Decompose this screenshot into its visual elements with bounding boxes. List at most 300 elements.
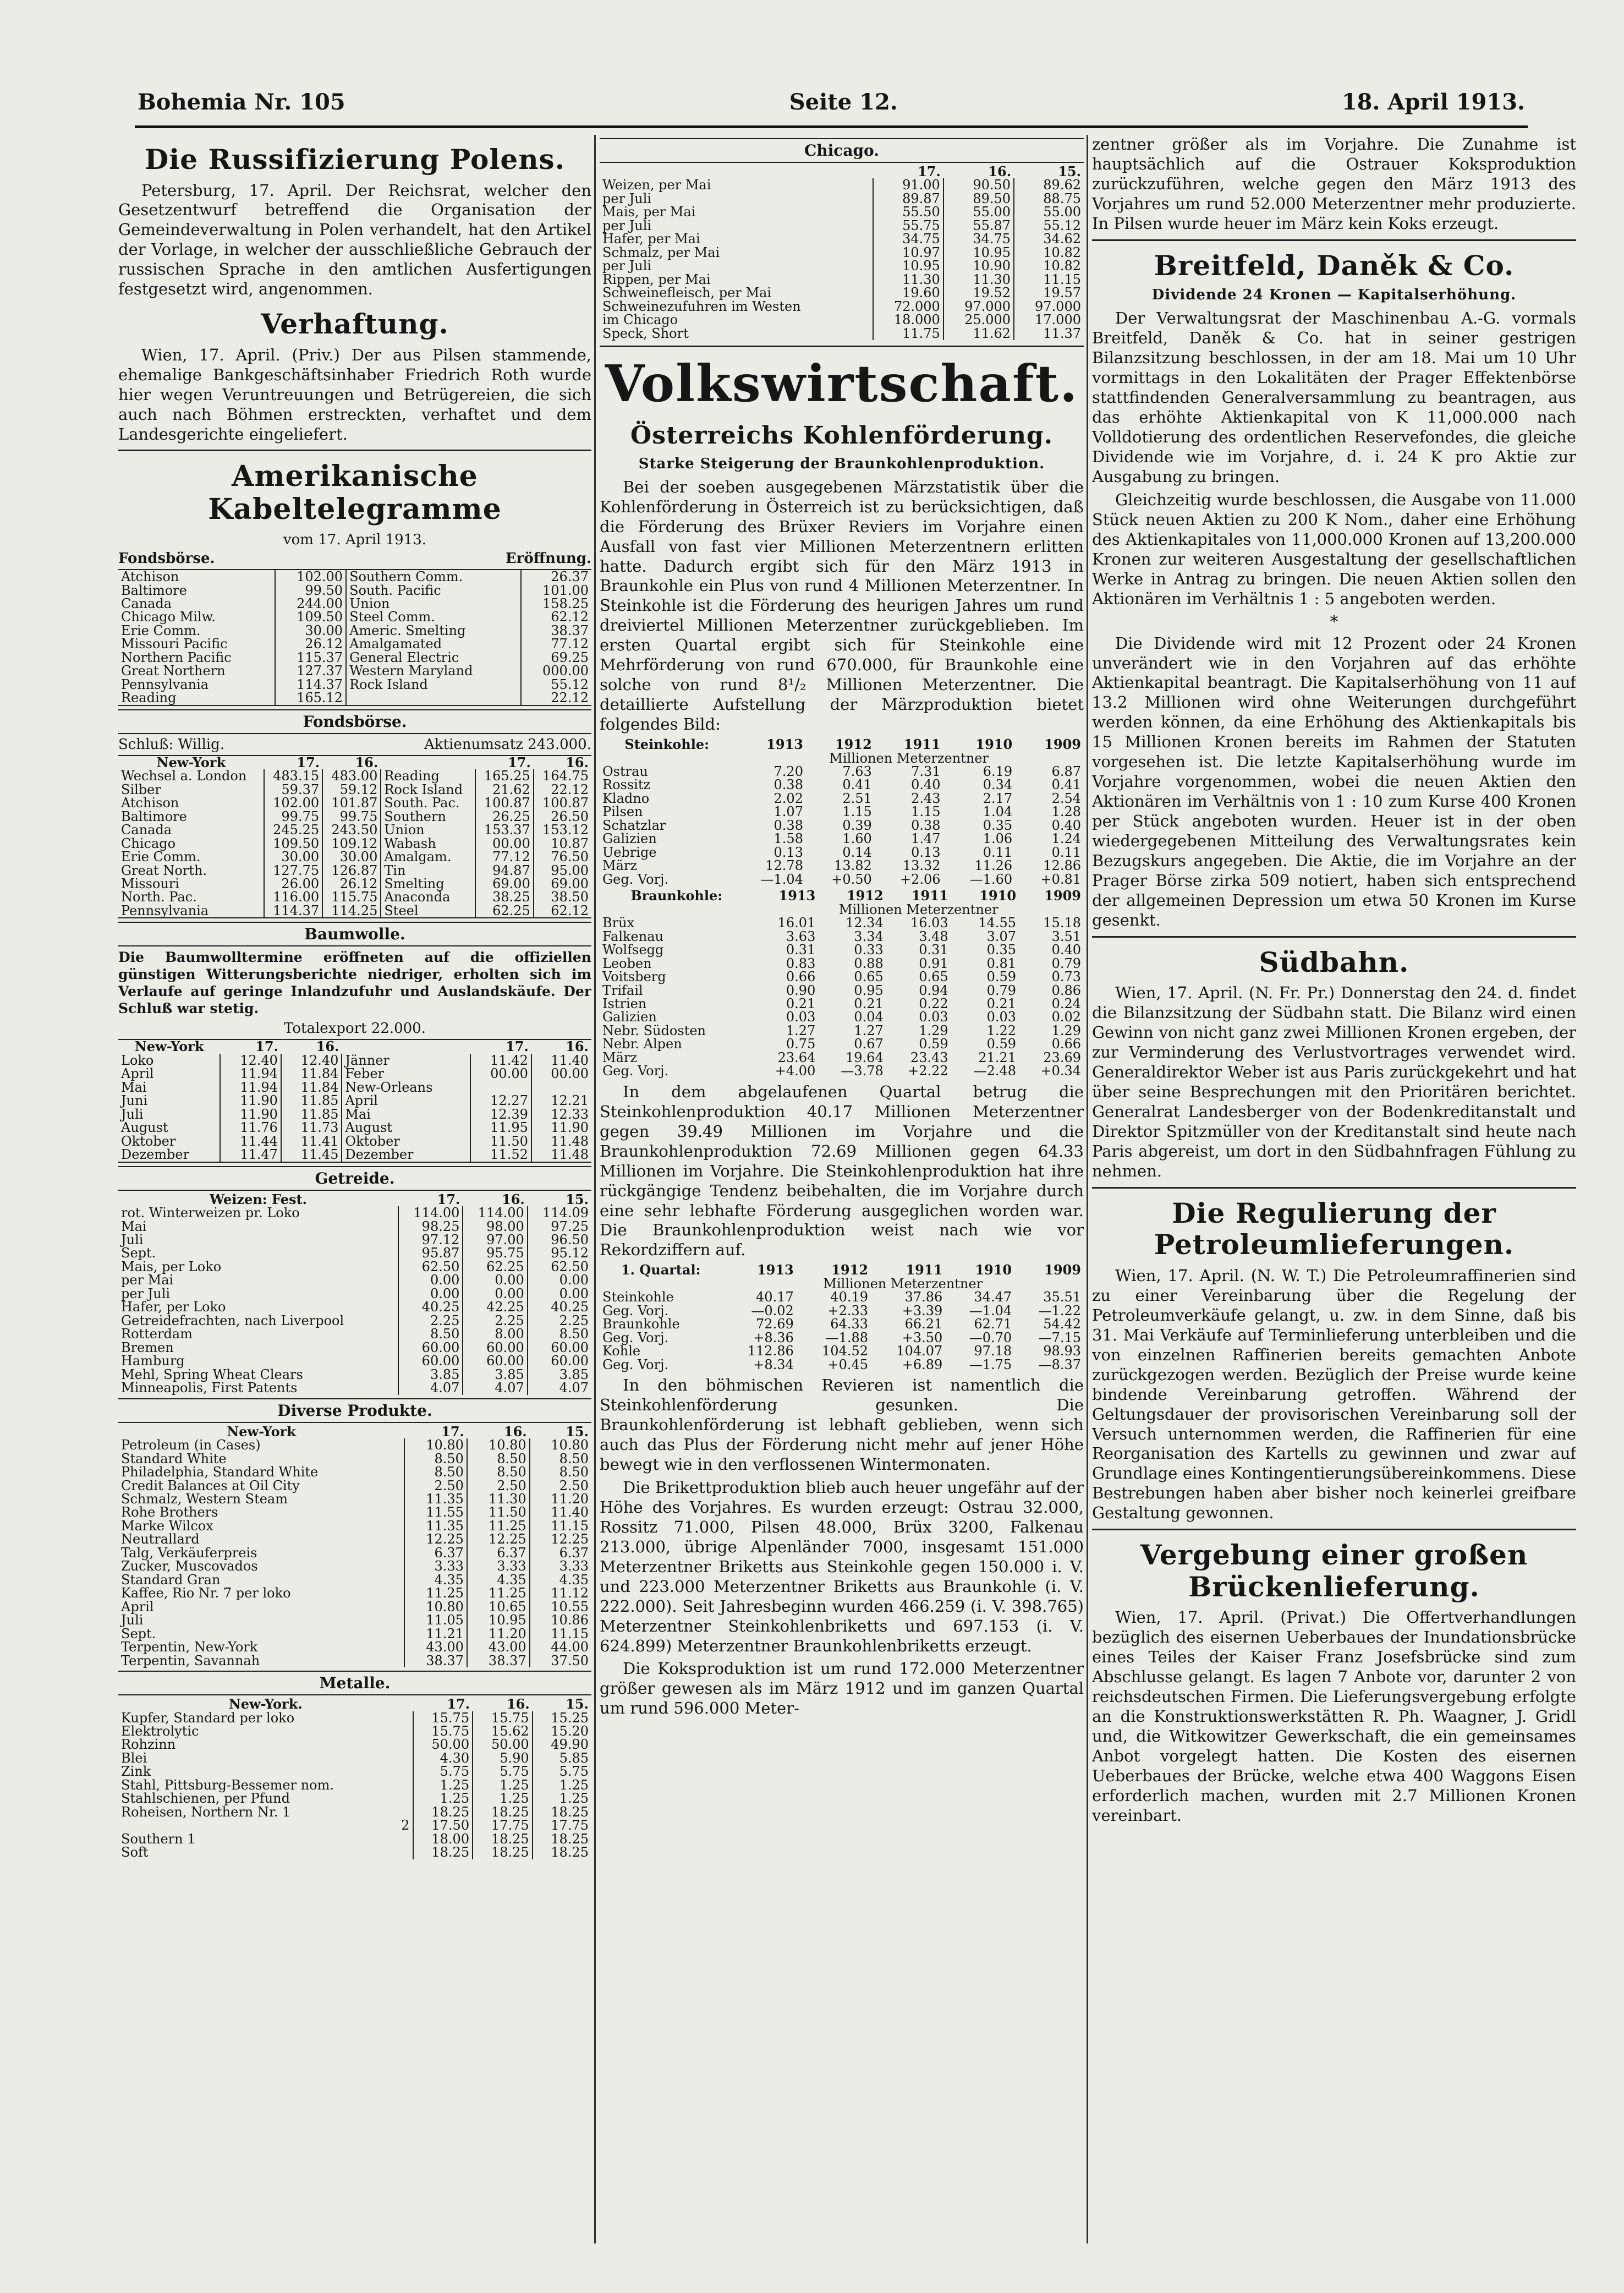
baumwolle-export: Totalexport 22.000. <box>284 1020 426 1037</box>
divider <box>1092 1529 1576 1530</box>
separator-star: * <box>1330 612 1338 632</box>
table-row <box>118 624 591 637</box>
table-cell: 244.00 <box>275 597 346 610</box>
table-row <box>118 1368 591 1381</box>
table-cell: 11.90 <box>531 1121 591 1134</box>
table-cell: 11.48 <box>531 1148 591 1162</box>
table-cell: 72.000 <box>873 300 943 313</box>
table-cell: Canada <box>121 822 172 838</box>
table-cell: +6.89 <box>902 1356 943 1372</box>
table-row <box>118 1519 591 1533</box>
table-fonds-eroeffnung <box>118 569 591 706</box>
table-cell: 1.25 <box>413 1792 473 1805</box>
table-cell: 12.25 <box>530 1533 591 1546</box>
table-cell: 245.25 <box>264 823 322 836</box>
table-row <box>118 1738 591 1751</box>
table-cell: 37.50 <box>530 1654 591 1667</box>
table-cell: 0.40 <box>1051 817 1081 833</box>
table-cell: 55.12 <box>1014 219 1084 232</box>
table-cell: —1.22 <box>1038 1303 1081 1318</box>
table-cell: 55.50 <box>873 205 943 218</box>
table-cell: +3.39 <box>902 1303 943 1318</box>
table-row <box>600 930 1084 943</box>
table-cell: 17.75 <box>533 1819 591 1832</box>
table-cell: Neutrallard <box>121 1531 200 1547</box>
table-quartal <box>600 1263 1084 1371</box>
table-cell: Geg. Vorj. <box>602 1329 669 1345</box>
table-unit-row <box>600 1277 1084 1290</box>
table-cell: 0.31 <box>786 942 816 958</box>
table-cell: 37.86 <box>904 1289 943 1305</box>
table-row <box>600 1037 1084 1050</box>
table-cell: April <box>342 1094 470 1107</box>
table-cell: 3.63 <box>786 928 816 944</box>
table-cell: Stahlschienen, per Pfund <box>121 1791 290 1807</box>
table-header-cell: 1913 <box>766 736 803 753</box>
table-cell: Southern Comm. <box>346 570 521 583</box>
table-cell: 11.84 <box>281 1081 342 1094</box>
table-cell: Mai <box>121 1218 147 1234</box>
table-cell: Oktober <box>342 1135 470 1148</box>
table-row <box>118 796 591 809</box>
table-cell: 10.55 <box>530 1600 591 1613</box>
table-row <box>118 664 591 677</box>
table-cell: 11.94 <box>220 1067 281 1080</box>
table-cell: 95.12 <box>528 1246 591 1260</box>
table-cell: 98.00 <box>463 1220 527 1233</box>
table-header-row <box>118 1425 591 1438</box>
table-cell: 165.12 <box>275 691 346 705</box>
table-row <box>600 778 1084 791</box>
table-cell: 5.90 <box>473 1752 533 1765</box>
table-cell: August <box>121 1120 168 1136</box>
table-cell: 127.75 <box>264 864 322 877</box>
table-row <box>600 859 1084 872</box>
table-row <box>118 1260 591 1273</box>
table-row <box>600 1331 1084 1344</box>
table-cell: 97.12 <box>398 1233 463 1246</box>
article-title-breitfeld: Breitfeld, Daněk & Co. <box>1154 249 1515 282</box>
table-cell: 114.37 <box>275 678 346 691</box>
table-cell: 77.12 <box>521 637 591 650</box>
table-header-cell: 15. <box>566 1191 589 1207</box>
table-cell: Weizen, per Mai <box>602 177 711 193</box>
table-cell: Atchison <box>121 569 179 585</box>
table-cell: 1.07 <box>773 804 803 820</box>
table-cell: 00.00 <box>475 837 534 850</box>
table-cell: 2.43 <box>911 790 941 806</box>
table-cell: 1.04 <box>983 804 1013 820</box>
table-cell: 0.00 <box>528 1273 591 1287</box>
table-cell: Trifail <box>602 982 643 998</box>
table-header-cell: 16. <box>316 1038 339 1055</box>
table-row <box>600 1024 1084 1037</box>
section-title-volkswirtschaft: Volkswirtschaft. <box>605 354 1079 414</box>
table-cell: 5.75 <box>473 1765 533 1778</box>
table-cell: Mais, per Loko <box>121 1258 222 1274</box>
table-cell: 10.95 <box>943 246 1014 259</box>
table-cell: 2.54 <box>1051 790 1081 806</box>
table-cell: +2.22 <box>908 1063 948 1079</box>
table-cell: 40.19 <box>830 1289 869 1305</box>
table-cell: 0.39 <box>842 817 872 833</box>
table-cell: 11.48 <box>531 1135 591 1148</box>
table-row <box>600 970 1084 983</box>
table-cell: 0.79 <box>1051 955 1081 971</box>
table-cell: Mais, per Mai <box>602 204 696 220</box>
table-header-row <box>118 756 591 769</box>
table-cell: 0.83 <box>786 955 816 971</box>
table-cell: 0.03 <box>786 1009 816 1025</box>
table-cell: Pennsylvania <box>121 902 209 918</box>
table-cell: 12.34 <box>846 915 884 931</box>
table-cell: 88.75 <box>1014 192 1084 205</box>
table-cell: 12.25 <box>467 1533 530 1546</box>
table-cell: 26.25 <box>475 810 534 823</box>
table-row <box>118 691 591 705</box>
table-row <box>118 1081 591 1094</box>
table-cell: Chicago <box>121 835 176 851</box>
table-cell: 11.45 <box>281 1148 342 1162</box>
table-cell: 11.30 <box>873 273 943 286</box>
table-row <box>118 1586 591 1600</box>
table-row <box>118 810 591 823</box>
table-cell: 38.37 <box>467 1654 530 1667</box>
table-row <box>118 584 591 597</box>
breitfeld-para-1: Der Verwaltungsrat der Maschinenbau A.-G. vormals Breitfeld, Daněk & Co. hat in seiner gestrigen Bilanzsitzung beschlossen, in der am 18. Mai um 10 Uhr vormittags in den Lokalitäten der Prager Effektenbörse stattfindenden Generalversammlung zu beantragen, aus das erhöhte Aktienkapital von K 11,000.000 nach Volldotierung des ordentlichen Reservefondes, die gleiche Dividende wie im Vorjahre, d. i. 24 K pro Aktie zur Ausgabung zu bringen. <box>1092 309 1576 486</box>
table-cell: Steinkohle <box>602 1289 674 1305</box>
table-cell: 18.25 <box>473 1805 533 1819</box>
table-row <box>118 1533 591 1546</box>
divider <box>600 346 1084 347</box>
table-cell: 0.22 <box>919 995 948 1011</box>
table-cell: Geg. Vorj. <box>602 1063 669 1079</box>
table-cell: +0.50 <box>831 871 872 887</box>
table-row <box>118 1452 591 1465</box>
table-header-cell <box>381 756 475 769</box>
table-cell: 62.71 <box>974 1316 1012 1332</box>
table-cell: 11.75 <box>873 327 943 340</box>
table-cell: Petroleum (in Cases) <box>121 1437 261 1453</box>
table-cell: 11.90 <box>220 1108 281 1121</box>
table-cell: 0.21 <box>854 995 884 1011</box>
table-header-cell: New-York <box>156 754 226 770</box>
table-cell: 126.87 <box>322 864 381 877</box>
table-cell: 26.12 <box>275 637 346 650</box>
table-cell: 1.22 <box>986 1022 1017 1038</box>
table-cell: 25.000 <box>943 313 1014 326</box>
table-cell: 95.87 <box>398 1246 463 1260</box>
table-cell: 4.07 <box>463 1381 527 1394</box>
table-cell: 1.25 <box>473 1792 533 1805</box>
table-cell: Juli <box>121 1106 144 1122</box>
table-cell: 0.41 <box>1051 777 1081 793</box>
table-cell: —0.70 <box>969 1329 1012 1345</box>
table-cell <box>531 1081 591 1094</box>
table-cell: Americ. Smelting <box>346 624 521 637</box>
table-cell: —2.48 <box>973 1063 1017 1079</box>
table-cell: August <box>342 1121 470 1134</box>
table-row <box>118 1246 591 1260</box>
table-cell: Mai <box>121 1079 147 1095</box>
table-cell: 2 <box>401 1818 410 1834</box>
table-cell: 11.84 <box>281 1067 342 1080</box>
table-row <box>118 823 591 836</box>
table-cell: 2.51 <box>842 790 872 806</box>
table-row <box>118 1492 591 1506</box>
table-cell: 0.88 <box>854 955 884 971</box>
article-title-suedbahn: Südbahn. <box>1259 945 1409 978</box>
table-cell: Sept. <box>121 1626 156 1641</box>
table-header-cell: 17. <box>447 1696 470 1712</box>
table-header-cell: 1910 <box>975 736 1013 753</box>
article-title-verhaftung: Verhaftung. <box>261 308 449 341</box>
table-cell: Getreidefrachten, nach Liverpool <box>121 1312 344 1328</box>
table-cell: Galizien <box>602 831 657 847</box>
table-cell: 11.90 <box>220 1094 281 1107</box>
table-cell: per Mai <box>121 1272 174 1288</box>
table-cell: 34.62 <box>1014 232 1084 245</box>
table-cell: 0.14 <box>842 844 872 860</box>
table-cell: 10.90 <box>943 259 1014 272</box>
table-row <box>600 1010 1084 1024</box>
table-cell: 30.00 <box>264 850 322 863</box>
table-cell: Kaffee, Rio Nr. 7 per loko <box>121 1585 291 1601</box>
table-cell: Wolfsegg <box>602 942 664 958</box>
table-cell: 43.00 <box>467 1640 530 1654</box>
table-cell: 95.75 <box>463 1246 527 1260</box>
table-cell: 59.12 <box>322 783 381 796</box>
table-cell: 16.03 <box>910 915 948 931</box>
table-cell: 0.11 <box>1051 844 1081 860</box>
table-cell: 11.40 <box>531 1054 591 1067</box>
table-cell: 5.85 <box>533 1752 591 1765</box>
table-cell: 90.50 <box>943 178 1014 191</box>
table-cell: 11.95 <box>470 1121 531 1134</box>
table-row <box>118 1832 591 1846</box>
table-cell: 98.93 <box>1043 1343 1081 1359</box>
table-cell: Rock Island <box>346 678 521 691</box>
table-cell: —1.04 <box>760 871 803 887</box>
table-cell: 11.52 <box>470 1148 531 1162</box>
table-cell: Falkenau <box>602 928 663 944</box>
table-cell: 1.25 <box>473 1778 533 1792</box>
table-cell: Dezember <box>342 1148 470 1162</box>
table-cell: 3.51 <box>1051 928 1081 944</box>
table-cell: 55.12 <box>521 678 591 691</box>
table-row <box>600 327 1084 340</box>
table-cell: 114.00 <box>398 1206 463 1219</box>
table-header-cell: 1913 <box>756 1262 794 1278</box>
table-header-cell: 16. <box>506 1696 530 1712</box>
fonds2-schluss: Schluß: Willig. <box>118 736 225 753</box>
column-rule-1 <box>594 135 596 2243</box>
table-cell: Canada <box>121 596 172 612</box>
table-cell: 11.25 <box>467 1519 530 1533</box>
table-header-cell: Weizen: Fest. <box>210 1191 307 1207</box>
table-cell: 10.80 <box>404 1438 467 1452</box>
table-header-cell <box>342 1039 470 1053</box>
table-cell: Standard Gran <box>121 1572 221 1588</box>
table-cell: 35.51 <box>1043 1289 1081 1305</box>
table-cell: Geg. Vorj. <box>602 871 669 887</box>
table-cell: 8.50 <box>398 1327 463 1340</box>
table-header-cell: 1910 <box>979 888 1017 904</box>
table-cell: 11.25 <box>467 1586 530 1600</box>
table-header-cell: New-York <box>227 1423 296 1440</box>
table-cell: Istrien <box>602 995 647 1011</box>
fonds2-meta <box>118 736 591 753</box>
table-cell: 50.00 <box>473 1738 533 1751</box>
table-row <box>118 1573 591 1586</box>
table-row <box>118 1206 591 1219</box>
table-cell: 0.40 <box>1051 942 1081 958</box>
table-cell: Schmalz, Western Steam <box>121 1491 288 1507</box>
table-cell: 7.31 <box>911 764 941 780</box>
table-cell: —1.88 <box>825 1329 869 1345</box>
table-cell: Baltimore <box>121 808 187 824</box>
table-cell: Credit Balances at Oil City <box>121 1477 300 1493</box>
table-cell: 23.69 <box>1043 1049 1081 1065</box>
table-cell: 43.00 <box>404 1640 467 1654</box>
table-row <box>600 1051 1084 1064</box>
table-cell: 11.50 <box>470 1135 531 1148</box>
table-cell: 19.64 <box>846 1049 884 1065</box>
table-cell: 1.25 <box>413 1778 473 1792</box>
table-cell: Terpentin, New-York <box>121 1639 258 1655</box>
table-header-cell: 1912 <box>831 1262 869 1278</box>
divider <box>1092 1187 1576 1189</box>
masthead-page: Seite 12. <box>789 89 898 115</box>
table-cell: 3.33 <box>404 1559 467 1573</box>
table-header-cell: 1910 <box>975 1262 1012 1278</box>
table-header-row <box>600 165 1084 178</box>
table-cell: 22.12 <box>534 783 591 796</box>
table-cell: 0.95 <box>854 982 884 998</box>
table-cell: 6.37 <box>467 1546 530 1559</box>
table-cell: —7.15 <box>1038 1329 1081 1345</box>
table-cell: Kladno <box>602 790 650 806</box>
table-header-cell: 17. <box>297 754 320 770</box>
table-row <box>118 890 591 904</box>
table-cell: 64.33 <box>830 1316 869 1332</box>
table-cell: 11.30 <box>943 273 1014 286</box>
table-header-cell: 1909 <box>1044 1262 1081 1278</box>
table-cell: 60.00 <box>398 1354 463 1367</box>
table-cell: 0.13 <box>911 844 941 860</box>
table-row <box>118 1054 591 1067</box>
table-cell: 6.37 <box>404 1546 467 1559</box>
table-row <box>118 1314 591 1327</box>
table-cell: 62.25 <box>463 1260 527 1273</box>
table-row <box>600 819 1084 832</box>
table-cell: 49.90 <box>533 1738 591 1751</box>
table-header-cell: 16. <box>566 1038 589 1055</box>
table-cell: 0.11 <box>983 844 1013 860</box>
table-cell: 11.05 <box>404 1613 467 1627</box>
table-row <box>118 850 591 863</box>
table-cell: 11.25 <box>404 1586 467 1600</box>
table-cell: Speck, Short <box>602 325 689 341</box>
table-cell: 3.85 <box>398 1368 463 1381</box>
table-cell: 26.00 <box>264 877 322 890</box>
table-cell: +2.06 <box>900 871 941 887</box>
column-3 <box>1092 135 1576 2260</box>
table-cell: Geg. Vorj. <box>602 1303 669 1318</box>
table-cell: 40.25 <box>528 1300 591 1314</box>
table-cell: 89.87 <box>873 192 943 205</box>
table-cell: Mehl, Spring Wheat Clears <box>121 1366 303 1382</box>
table-cell: März <box>602 858 637 874</box>
table-row <box>118 1479 591 1492</box>
table-row <box>600 873 1084 886</box>
table-cell: 22.12 <box>521 691 591 705</box>
table-cell: 0.91 <box>919 955 948 971</box>
table-row <box>118 1108 591 1121</box>
table-cell: 69.00 <box>534 877 591 890</box>
bruecke-para: Wien, 17. April. (Privat.) Die Offertverhandlungen bezüglich des eisernen Ueberbaues der Inundationsbrücke eines Teiles der Kaiser Franz Josefsbrücke sind zum Abschlusse gelangt. Es lagen 7 Anbote vor, darunter 2 von reichsdeutschen Firmen. Die Lieferungsvergebung erfolgte an die Konstruktionswerkstätten R. Ph. Waagner, J. Gridl und, die Witkowitzer Gewerkschaft, die ein gemeinsames Anbot vorgelegt hatten. Die Kosten des eisernen Ueberbaues der Brücke, welche etwa 400 Waggons Eisen erforderlich machen, wurden mit 2.7 Millionen Kronen vereinbart. <box>1092 1608 1576 1825</box>
table-cell: 2.17 <box>983 790 1013 806</box>
table-cell: 11.37 <box>1014 327 1084 340</box>
table-header-cell: 1913 <box>778 888 816 904</box>
table-header-cell: 1911 <box>906 1262 943 1278</box>
table-cell: +3.50 <box>902 1329 943 1345</box>
table-cell: 5.75 <box>413 1765 473 1778</box>
table-row <box>118 1627 591 1640</box>
table-cell: South. Pacific <box>346 584 521 597</box>
table-row <box>600 313 1084 326</box>
table-cell: Rohe Brothers <box>121 1504 218 1520</box>
divider <box>118 450 591 451</box>
table-cell: 12.27 <box>470 1094 531 1107</box>
table-cell: Brüx <box>602 915 635 931</box>
table-cell <box>470 1081 531 1094</box>
table-cell: 116.00 <box>264 890 322 904</box>
table-cell: 0.21 <box>786 995 816 1011</box>
table-cell: Talg, Verkäuferpreis <box>121 1545 257 1561</box>
table-cell: 11.85 <box>281 1108 342 1121</box>
table-cell: im Chicago <box>602 312 678 328</box>
table-cell: 12.39 <box>470 1108 531 1121</box>
table-cell: 11.15 <box>530 1519 591 1533</box>
table-cell: 101.87 <box>322 796 381 809</box>
table-header-cell: 1912 <box>846 888 884 904</box>
table-row <box>118 877 591 890</box>
table-cell: Ostrau <box>602 764 648 780</box>
table-row <box>118 637 591 650</box>
table-header-cell: 15. <box>1058 163 1081 179</box>
table-cell: 17.50 <box>413 1819 473 1832</box>
table-cell: —3.78 <box>841 1063 884 1079</box>
table-row <box>600 300 1084 313</box>
table-cell: 62.25 <box>475 904 534 918</box>
table-cell: Dezember <box>121 1147 190 1163</box>
table-row <box>600 1317 1084 1331</box>
breitfeld-para-2: Gleichzeitig wurde beschlossen, die Ausgabe von 11.000 Stück neuen Aktien zu 200 K Nom., daher eine Erhöhung des Aktienkapitales von 11,000.000 Kronen auf 13,200.000 Kronen zur weiteren Ausgestaltung der gesellschaftlichen Werke in Antrag zu bringen. Die neuen Aktien sollen den Aktionären im Verhältnis 1 : 5 angeboten werden. <box>1092 490 1576 608</box>
table-cell: —1.60 <box>969 871 1013 887</box>
table-cell: 99.75 <box>264 810 322 823</box>
table-cell: 19.57 <box>1014 286 1084 299</box>
table-row <box>600 1290 1084 1304</box>
table-row <box>600 178 1084 191</box>
table-unit: Millionen Meterzentner <box>823 1276 983 1291</box>
table-cell: Zink <box>121 1764 151 1780</box>
table-row <box>118 1354 591 1367</box>
fonds1-label: Fondsbörse. <box>118 550 215 567</box>
table-row <box>118 610 591 623</box>
table-cell: Kupfer, Standard per loko <box>121 1710 295 1726</box>
table-row <box>118 1546 591 1559</box>
